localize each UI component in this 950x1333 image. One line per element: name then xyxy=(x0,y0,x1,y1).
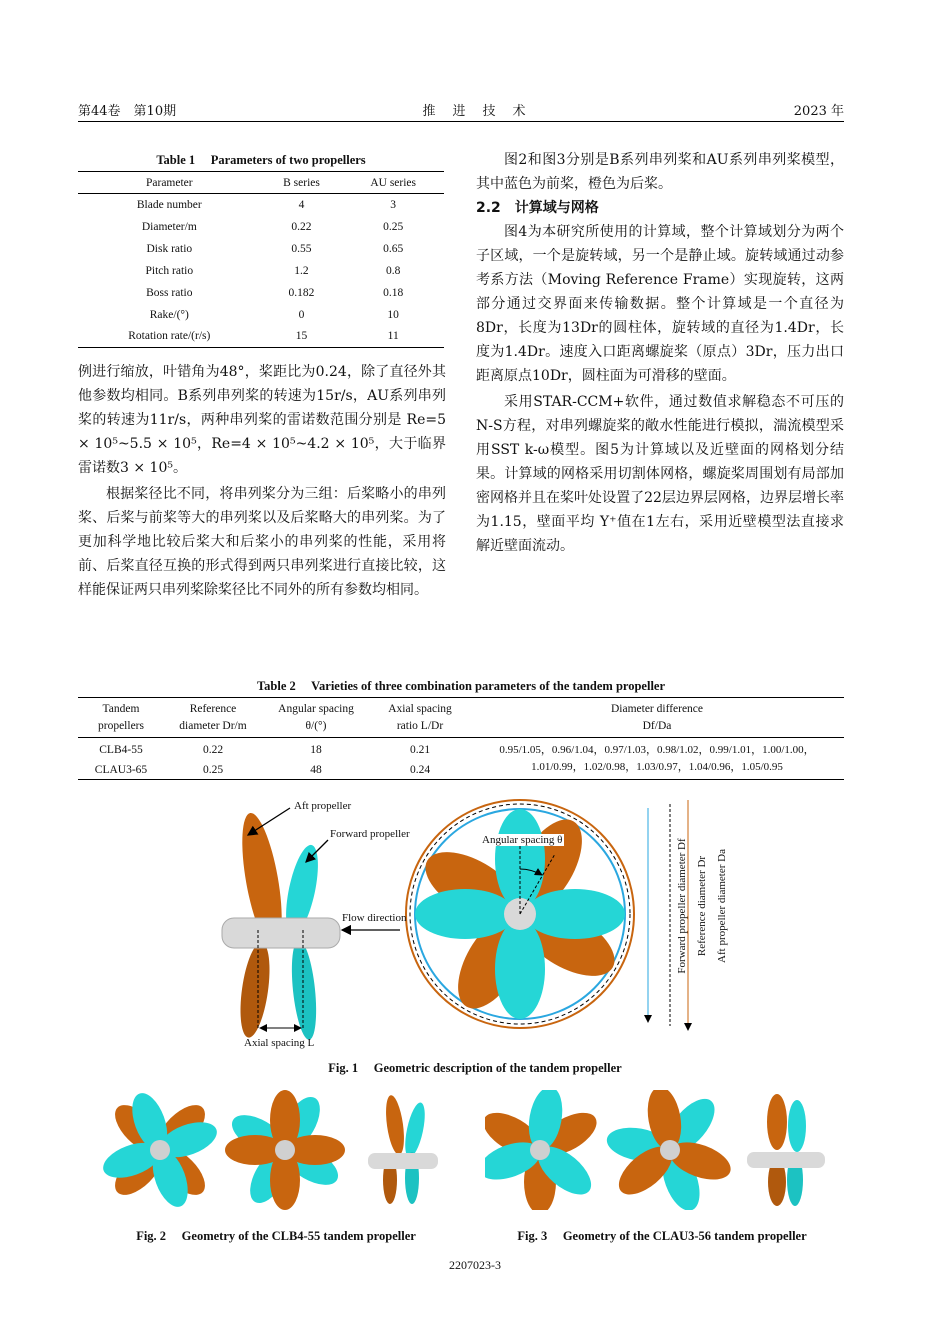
table-row xyxy=(78,326,444,348)
journal-name: 推 进 技 术 xyxy=(422,104,528,119)
fig3-images xyxy=(485,1090,830,1210)
table-cell: 11 xyxy=(387,330,399,343)
fig2-images xyxy=(100,1090,445,1210)
table1-caption: Table 1 Parameters of two propellers xyxy=(156,153,366,167)
table-cell: 0.55 xyxy=(291,242,312,255)
fig3-view-front xyxy=(485,1090,603,1210)
table-cell: 0.25 xyxy=(383,220,404,233)
header-line: Df/Da xyxy=(642,720,672,732)
table-cell: CLB4-55 xyxy=(99,744,143,756)
header-rule xyxy=(78,121,844,122)
table-cell: 48 xyxy=(310,764,322,776)
header-line: ratio L/Dr xyxy=(396,720,444,732)
table-cell: 0.8 xyxy=(385,264,401,277)
right-paragraph-3: 采用STAR-CCM+软件，通过数值求解稳态不可压的N-S方程，对串列螺旋桨的敞水性能进行模拟，湍流模型采用SST k-ω模型。图5为计算域以及近壁面的网格划分结果。计算域的网格采用切割体网格，螺旋桨周围划有局部加密网格并且在桨叶处设置了22层边界层网格，边界层增长率为1.15，壁面平均 Y⁺值在1左右，采用近壁模型法直接求解近壁面流动。 xyxy=(476,394,844,554)
fig3-caption: Fig. 3 Geometry of the CLAU3-56 tandem propeller xyxy=(517,1229,807,1243)
header-line: Reference xyxy=(189,703,237,715)
table1-col-au-series: AU series xyxy=(370,176,417,189)
table-row xyxy=(78,216,444,238)
section-heading: 2.2 计算域与网格 xyxy=(476,200,599,216)
fig1-side-view xyxy=(222,808,400,1041)
label-flow-direction: Flow direction xyxy=(342,912,407,924)
header-line: Diameter difference xyxy=(610,703,704,715)
table-cell: 0.18 xyxy=(383,286,404,299)
table2-header-tandem xyxy=(78,701,164,735)
table-cell: 4 xyxy=(298,198,305,211)
aft-blade-bottom xyxy=(235,941,274,1040)
header-line: θ/(°) xyxy=(305,720,327,732)
fig2-view-rear xyxy=(225,1090,345,1210)
table-cell: CLAU3-65 xyxy=(94,764,148,776)
header-line: propellers xyxy=(98,720,144,732)
table2-diameter-values xyxy=(470,742,844,776)
forward-blade xyxy=(415,889,515,939)
diameter-values-line: 0.95/1.05，0.96/1.04，0.97/1.03，0.98/1.02，0.99/1.01，1.00/1.00， xyxy=(499,744,815,756)
table-row xyxy=(78,282,444,304)
table-row xyxy=(78,238,444,260)
forward-blade xyxy=(495,919,545,1019)
table-cell: 3 xyxy=(390,198,397,211)
table2-header-reference xyxy=(164,701,262,735)
table2-mid-rule xyxy=(78,737,844,738)
hub-shaft xyxy=(222,918,340,948)
table-cell: 0.21 xyxy=(409,744,431,756)
fig2-view-side xyxy=(368,1094,438,1204)
table-cell: 0.22 xyxy=(202,744,224,756)
table1 xyxy=(78,171,444,348)
header-line: Tandem xyxy=(102,703,140,715)
right-column-text xyxy=(476,148,844,558)
header-line: diameter Dr/m xyxy=(179,720,247,732)
table-row xyxy=(78,194,444,216)
header-line: Axial spacing xyxy=(388,703,452,715)
fig2-caption: Fig. 2 Geometry of the CLB4-55 tandem propeller xyxy=(136,1229,416,1243)
table-cell: Boss ratio xyxy=(146,286,193,299)
label-reference-diameter: Reference diameter Dr xyxy=(696,855,708,957)
table1-col-b-series: B series xyxy=(283,176,320,189)
table-cell: 0.24 xyxy=(409,764,431,776)
left-paragraph-2: 根据桨径比不同，将串列桨分为三组：后桨略小的串列桨、后桨与前桨等大的串列桨以及后桨略大的串列桨。为了更加科学地比较后桨大和后桨小的串列桨的性能，采用将前、后桨直径互换的形式得到两只串列桨进行直接比较，这样能保证两只串列桨除桨径比不同外的所有参数均相同。 xyxy=(78,486,446,598)
table-cell: Disk ratio xyxy=(146,242,193,255)
left-paragraph-1: 例进行缩放，叶错角为48°，桨距比为0.24，除了直径外其他参数均相同。B系列串列桨的转速为15r/s，AU系列串列桨的转速为11r/s，两种串列桨的雷诺数范围分别是 Re=5 × 10⁵~5.5 × 10⁵，Re=4 × 10⁵~4.2 × 10⁵，大于临界雷诺数3 × 10⁵。 xyxy=(78,364,446,476)
label-axial-spacing: Axial spacing L xyxy=(244,1037,315,1049)
table2-top-rule xyxy=(78,697,844,698)
right-paragraph-1: 图2和图3分别是B系列串列桨和AU系列串列桨模型，其中蓝色为前桨，橙色为后桨。 xyxy=(476,152,844,192)
table-cell: 18 xyxy=(310,744,322,756)
journal-year: 2023 年 xyxy=(793,104,844,119)
page-number: 2207023-3 xyxy=(449,1258,501,1272)
fig1-caption: Fig. 1 Geometric description of the tandem propeller xyxy=(328,1061,622,1075)
table-cell: Diameter/m xyxy=(141,220,197,233)
table-cell: 15 xyxy=(295,330,308,343)
table-row xyxy=(78,760,470,780)
table-cell: 1.2 xyxy=(294,264,309,277)
diameter-values-line: 1.01/0.99，1.02/0.98，1.03/0.97，1.04/0.96，1.05/0.95 xyxy=(531,761,783,773)
table-row xyxy=(78,260,444,282)
table1-header-row xyxy=(78,172,444,194)
right-paragraph-2: 图4为本研究所使用的计算域，整个计算域划分为两个子区域，一个是旋转域，另一个是静止域。旋转域通过动参考系方法（Moving Reference Frame）实现旋转，这两部分通过交界面来传输数据。整个计算域是一个直径为8Dr，长度为13Dr的圆柱体，旋转域的直径为1.4Dr，长度为1.4Dr。速度入口距离螺旋桨（原点）3Dr，压力出口距离原点10Dr，圆柱面为可滑移的壁面。 xyxy=(476,224,844,384)
table1-col-parameter: Parameter xyxy=(146,176,193,189)
header-line: Angular spacing xyxy=(278,703,354,715)
label-forward-diameter: Forward propeller diameter Df xyxy=(676,838,688,974)
table-cell: Pitch ratio xyxy=(145,264,194,277)
table-cell: 0 xyxy=(298,308,305,321)
table-cell: Rake/(°) xyxy=(149,308,189,321)
table2-header-diameter xyxy=(470,701,844,735)
table-row xyxy=(78,304,444,326)
table-cell: 10 xyxy=(387,308,399,321)
label-aft-propeller: Aft propeller xyxy=(294,800,352,812)
table2-caption: Table 2 Varieties of three combination parameters of the tandem propeller xyxy=(256,679,666,693)
left-column-text xyxy=(78,360,446,602)
table-cell: Blade number xyxy=(136,198,202,211)
forward-blade xyxy=(525,889,625,939)
table2-header-angular xyxy=(262,701,370,735)
table-cell: 0.22 xyxy=(291,220,312,233)
label-angular-spacing: Angular spacing θ xyxy=(482,834,563,846)
journal-volume: 第44卷 第10期 xyxy=(78,104,177,119)
forward-blade-bottom xyxy=(288,939,320,1041)
table-cell: 0.182 xyxy=(288,286,315,299)
table-cell: 0.65 xyxy=(383,242,404,255)
label-forward-propeller: Forward propeller xyxy=(330,828,410,840)
fig3-view-rear xyxy=(604,1090,735,1210)
table-row xyxy=(78,740,470,760)
table-cell: 0.25 xyxy=(202,764,224,776)
label-aft-diameter: Aft propeller diameter Da xyxy=(716,849,728,963)
fig2-view-front xyxy=(100,1090,222,1210)
table2-header-axial xyxy=(370,701,470,735)
fig1-diagram xyxy=(200,790,730,1060)
table-cell: Rotation rate/(r/s) xyxy=(128,330,211,343)
table2-body xyxy=(78,740,470,780)
fig3-view-side xyxy=(747,1094,825,1206)
